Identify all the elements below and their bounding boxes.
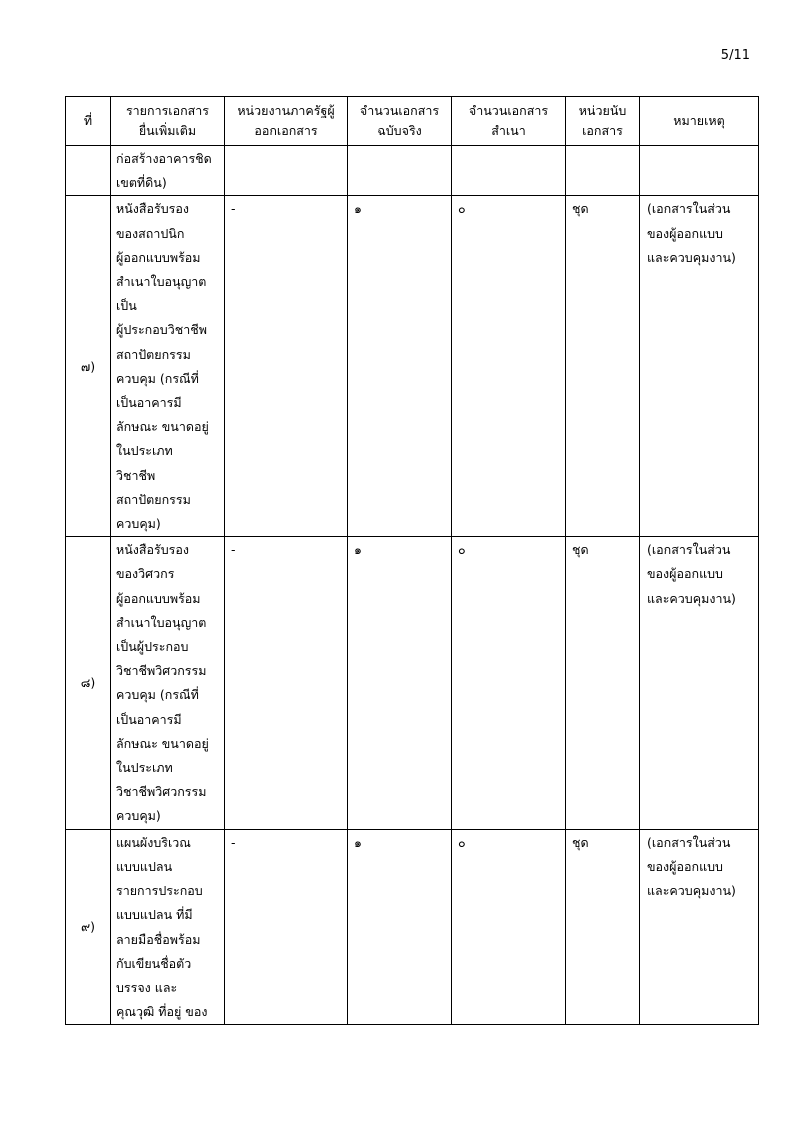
cell-text-line: เป็นอาคารมี	[116, 395, 182, 411]
cell-text-line: ผู้ออกแบบพร้อม	[116, 590, 201, 606]
header-issuing-agency: หน่วยงานภาครัฐผู้ ออกเอกสาร	[225, 97, 348, 146]
cell-text-line: (เอกสารในส่วน	[647, 201, 731, 217]
cell-text-line: เป็น	[116, 298, 137, 314]
row-copy-count	[452, 146, 566, 196]
cell-text-line: ในประเภท	[116, 443, 173, 459]
row-copy-count: ๐	[452, 829, 566, 1025]
cell-text-line: (เอกสารในส่วน	[647, 834, 731, 850]
row-item	[111, 196, 225, 537]
row-no: ๙)	[66, 829, 111, 1025]
cell-text-line: ของสถาปนิก	[116, 225, 185, 241]
row-agency: -	[225, 829, 348, 1025]
cell-text-line: ในประเภท	[116, 760, 173, 776]
row-copy-count: ๐	[452, 196, 566, 537]
header-unit: หน่วยนับ เอกสาร	[566, 97, 640, 146]
table-row	[66, 196, 759, 537]
row-unit: ชุด	[566, 537, 640, 829]
cell-text-line: และควบคุมงาน)	[647, 883, 736, 899]
row-no	[66, 146, 111, 196]
row-unit	[566, 146, 640, 196]
cell-text-line: แบบแปลน ที่มี	[116, 907, 193, 923]
cell-text-line: สถาปัตยกรรม	[116, 491, 191, 507]
cell-text-line: และควบคุมงาน)	[647, 249, 736, 265]
cell-text-line: ควบคุม)	[116, 808, 161, 824]
header-original-count: จำนวนเอกสาร ฉบับจริง	[348, 97, 452, 146]
cell-text-line: สำเนาใบอนุญาต	[116, 274, 207, 290]
cell-text-line: สถาปัตยกรรม	[116, 346, 191, 362]
cell-text-line: วิชาชีพวิศวกรรม	[116, 663, 207, 679]
row-original-count: ๑	[348, 196, 452, 537]
table-row	[66, 829, 759, 1025]
header-no: ที่	[66, 97, 111, 146]
row-agency	[225, 146, 348, 196]
cell-text-line: แผนผังบริเวณ	[116, 834, 191, 850]
header-copy-count: จำนวนเอกสาร สำเนา	[452, 97, 566, 146]
cell-text-line: ควบคุม (กรณีที่	[116, 370, 199, 386]
cell-text-line: แบบแปลน	[116, 858, 173, 874]
row-item	[111, 146, 225, 196]
cell-text-line: ของวิศวกร	[116, 566, 175, 582]
cell-text-line: หนังสือรับรอง	[116, 201, 189, 217]
cell-text-line: วิชาชีพวิศวกรรม	[116, 784, 207, 800]
document-list-table	[65, 96, 759, 1025]
cell-text-line: เขตที่ดิน)	[116, 175, 167, 191]
row-original-count	[348, 146, 452, 196]
table-header-row	[66, 97, 759, 146]
cell-text-line: หนังสือรับรอง	[116, 542, 189, 558]
cell-text-line: คุณวุฒิ ที่อยู่ ของ	[116, 1004, 208, 1020]
cell-text-line: และควบคุมงาน)	[647, 590, 736, 606]
row-no: ๘)	[66, 537, 111, 829]
row-remark	[640, 829, 759, 1025]
cell-text-line: ลายมือชื่อพร้อม	[116, 931, 201, 947]
cell-text-line: วิชาชีพ	[116, 467, 156, 483]
row-item	[111, 537, 225, 829]
header-document-list: รายการเอกสาร ยื่นเพิ่มเติม	[111, 97, 225, 146]
table-row	[66, 537, 759, 829]
row-item	[111, 829, 225, 1025]
row-original-count: ๑	[348, 537, 452, 829]
cell-text-line: ของผู้ออกแบบ	[647, 858, 723, 874]
cell-text-line: กับเขียนชื่อตัว	[116, 955, 192, 971]
cell-text-line: (เอกสารในส่วน	[647, 542, 731, 558]
row-unit: ชุด	[566, 196, 640, 537]
cell-text-line: ผู้ประกอบวิชาชีพ	[116, 322, 207, 338]
cell-text-line: เป็นอาคารมี	[116, 711, 182, 727]
row-remark	[640, 196, 759, 537]
cell-text-line: ของผู้ออกแบบ	[647, 225, 723, 241]
cell-text-line: บรรจง และ	[116, 979, 178, 995]
row-remark	[640, 537, 759, 829]
cell-text-line: สำเนาใบอนุญาต	[116, 614, 207, 630]
row-original-count: ๑	[348, 829, 452, 1025]
cell-text-line: ควบคุม)	[116, 516, 161, 532]
cell-text-line: ลักษณะ ขนาดอยู่	[116, 419, 209, 435]
table-row	[66, 146, 759, 196]
row-agency: -	[225, 196, 348, 537]
cell-text-line: เป็นผู้ประกอบ	[116, 639, 189, 655]
cell-text-line: รายการประกอบ	[116, 883, 203, 899]
cell-text-line: ของผู้ออกแบบ	[647, 566, 723, 582]
cell-text-line: ลักษณะ ขนาดอยู่	[116, 735, 209, 751]
cell-text-line: ควบคุม (กรณีที่	[116, 687, 199, 703]
row-agency: -	[225, 537, 348, 829]
row-remark	[640, 146, 759, 196]
row-copy-count: ๐	[452, 537, 566, 829]
page-number: 5/11	[720, 48, 750, 63]
row-unit: ชุด	[566, 829, 640, 1025]
header-remark: หมายเหตุ	[640, 97, 759, 146]
row-no: ๗)	[66, 196, 111, 537]
cell-text-line: ผู้ออกแบบพร้อม	[116, 249, 201, 265]
cell-text-line: ก่อสร้างอาคารชิด	[116, 151, 212, 166]
